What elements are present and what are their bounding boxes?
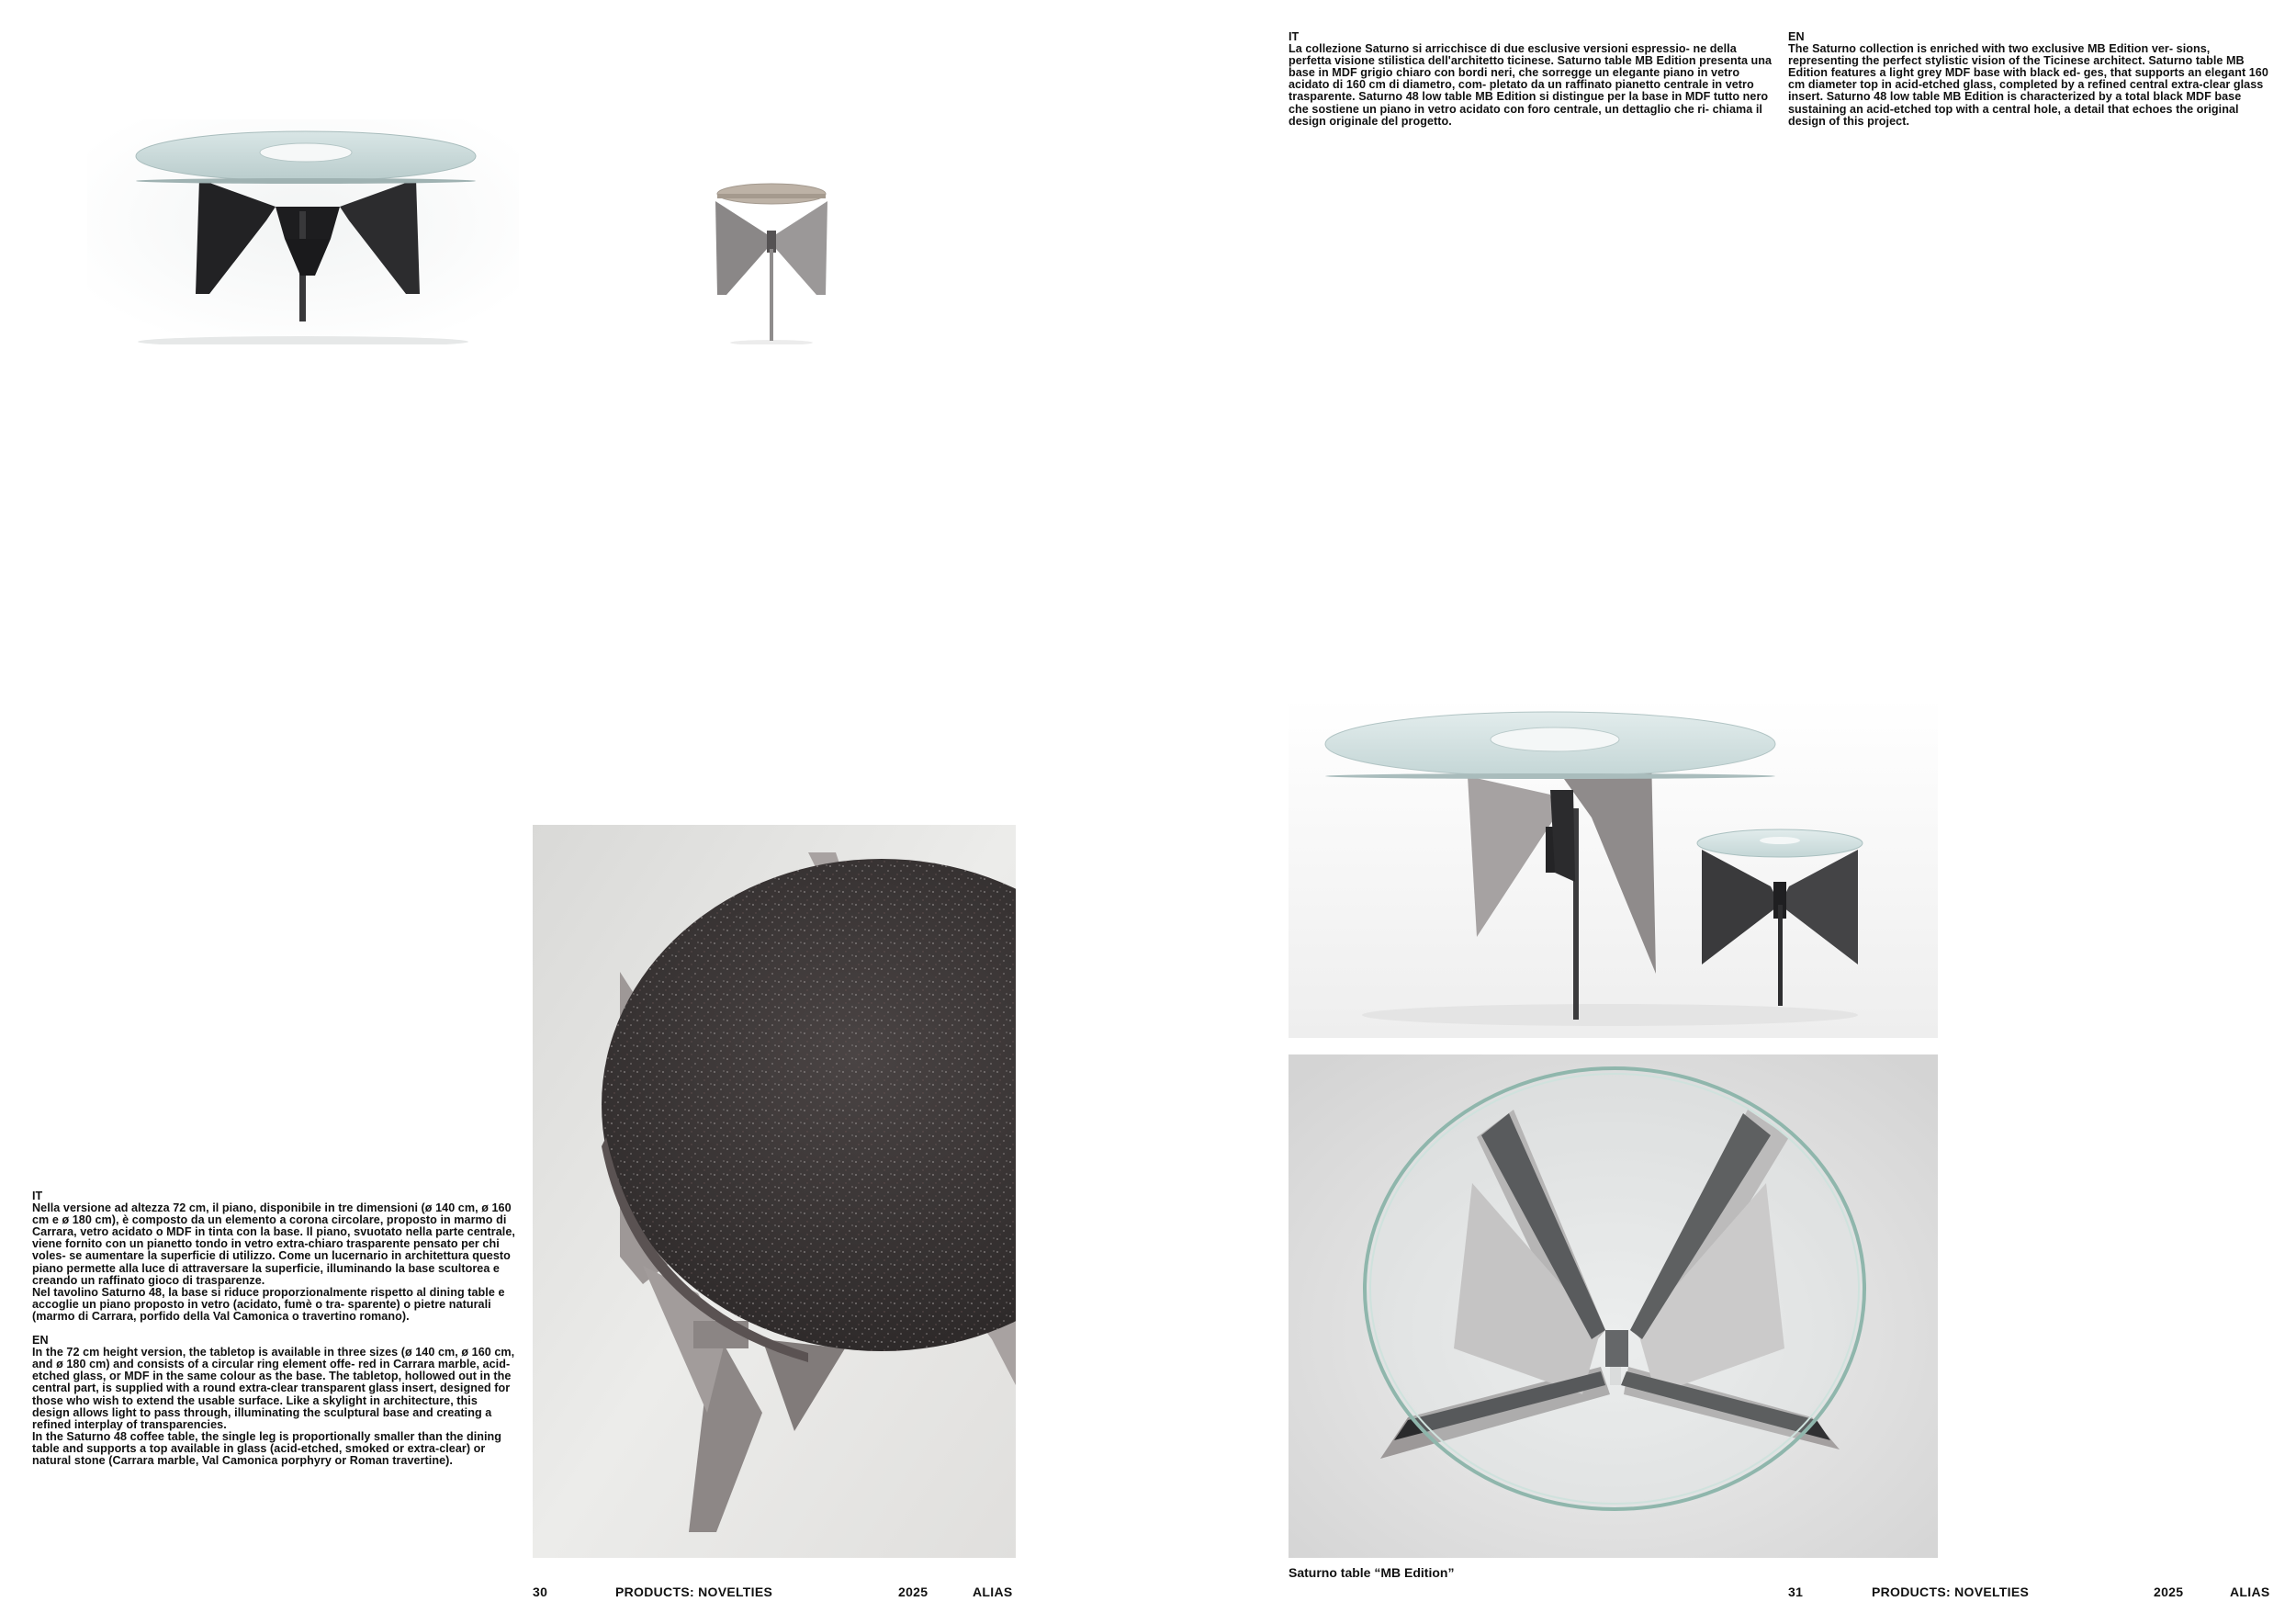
intro-en-label: EN [1788, 30, 1805, 43]
intro-en-text: The Saturno collection is enriched with two exclusive MB Edition ver- sions, representing the perfect stylistic vision of the Ticinese architect. Saturno table MB Edition features a light grey MDF base with black ed- ges, that supports an elegant 160 cm diameter top in acid-etched glass, completed by a refined central extra-clear glass insert. Saturno 48 low table MB Edition is characterized by a total black MDF base sustaining an acid-etched top with a central hole, a detail that echoes the original design of this project. [1788, 42, 2268, 128]
intro-it-label: IT [1289, 30, 1300, 43]
left-page-number: 30 [533, 1585, 548, 1599]
en-label: EN [32, 1334, 49, 1348]
right-page-number: 31 [1788, 1585, 1804, 1599]
left-section-title: PRODUCTS: NOVELTIES [615, 1585, 773, 1599]
photo-caption: Saturno table “MB Edition” [1289, 1565, 1455, 1580]
right-intro-en [1788, 31, 2273, 128]
it-label: IT [32, 1190, 43, 1202]
left-year: 2025 [898, 1585, 929, 1599]
left-brand: ALIAS [973, 1585, 1013, 1599]
photo-mb-edition-top-view [1289, 1054, 1938, 1558]
en-paragraph-2: In the Saturno 48 coffee table, the single leg is proportionally smaller than the dining table and supports a top available in glass (acid-etched, smoked or extra-clear) or natural stone (Carrara marble, Val Camonica porphyry or Roman travertine). [32, 1429, 502, 1467]
right-section-title: PRODUCTS: NOVELTIES [1872, 1585, 2030, 1599]
it-paragraph-1: Nella versione ad altezza 72 cm, il piano, disponibile in tre dimensioni (ø 140 cm, ø 160 cm e ø 180 cm), è composto da un elemento a corona circolare, proposto in marmo di Carrara, vetro acidato o MDF in tinta con la base. Il piano, svuotato nella parte centrale, viene fornito con un pianetto tondo in vetro extra-chiaro trasparente pensato per chi voles- se aumentare la superficie di utilizzo. Come un lucernario in architettura questo piano permette alla luce di attraversare la superficie, illuminando la base scultorea e creando un raffinato gioco di trasparenze. [32, 1201, 515, 1287]
photo-low-table-grey [703, 179, 840, 344]
photo-stone-top-closeup [533, 825, 1016, 1558]
it-paragraph-2: Nel tavolino Saturno 48, la base si riduce proporzionalmente rispetto al dining table e accoglie un piano proposto in vetro (acidato, fumè o tra- sparente) o pietre naturali (marmo di Carrara, porfido della Val Camonica o travertino romano). [32, 1285, 505, 1323]
intro-it-text: La collezione Saturno si arricchisce di due esclusive versioni espressio- ne della perfetta visione stilistica dell'architetto ticinese. Saturno table MB Edition presenta una base in MDF grigio chiaro con bordi neri, che sorregge un elegante piano in vetro acidato di 160 cm di diametro, com- pletato da un raffinato pianetto centrale in vetro trasparente. Saturno 48 low table MB Edition si distingue per la base in MDF tutto nero che sostiene un piano in vetro acidato con foro centrale, un dettaglio che ri- chiama il design originale del progetto. [1289, 42, 1773, 128]
right-brand: ALIAS [2230, 1585, 2270, 1599]
right-year: 2025 [2154, 1585, 2184, 1599]
photo-dining-table-black [87, 119, 519, 344]
left-body-text [32, 1190, 517, 1467]
en-paragraph-1: In the 72 cm height version, the tabletop is available in three sizes (ø 140 cm, ø 160 cm, and ø 180 cm) and consists of a circular ring element offe- red in Carrara marble, acid-etched glass, or MDF in the same colour as the base. The tabletop, hollowed out in the central part, is supplied with a round extra-clear transparent glass insert, designed for those who wish to extend the usable surface. Like a skylight in architecture, this design allows light to pass through, illuminating the sculptural base and creating a refined interplay of transparencies. [32, 1346, 515, 1431]
photo-mb-edition-set [1289, 698, 1938, 1038]
right-intro-it [1289, 31, 1773, 128]
